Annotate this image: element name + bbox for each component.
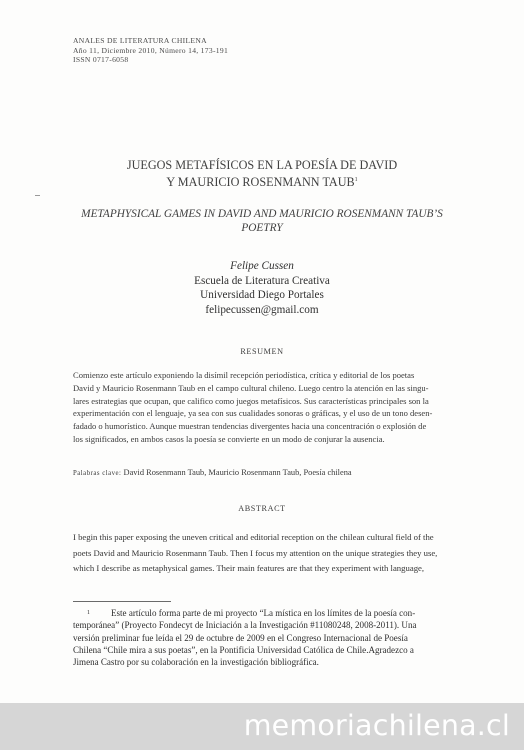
resumen-line: fadado o humorístico. Aunque muestran tendencias divergentes hacia una concentración o explosión de xyxy=(73,421,427,432)
journal-issn: ISSN 0717-6058 xyxy=(73,55,129,65)
abstract-body xyxy=(73,530,458,577)
author-affiliation-2: Universidad Diego Portales xyxy=(200,289,324,302)
abstract-line: I begin this paper exposing the uneven critical and editorial reception on the chilean cultural field of the xyxy=(73,532,434,542)
keywords xyxy=(73,468,352,477)
footnote-rule xyxy=(73,601,171,602)
title-footnote-mark: 1 xyxy=(354,176,358,183)
abstract-line: which I describe as metaphysical games. Their main features are that they experiment with language, xyxy=(73,563,425,573)
footnote-line: versión preliminar fue leída el 29 de octubre de 2009 en el Congreso Internacional de Poesía xyxy=(73,632,408,643)
footnote xyxy=(73,607,465,668)
abstract-heading: ABSTRACT xyxy=(238,504,286,513)
keywords-label: Palabras clave: xyxy=(73,470,122,477)
resumen-line: lares estrategias que ocupan, que califico como juegos metafísicos. Sus características principales son la xyxy=(73,395,429,406)
author-email: felipecussen@gmail.com xyxy=(205,303,319,316)
resumen-line: Comienzo este artículo exponiendo la disímil recepción periodística, crítica y editorial de los poetas xyxy=(73,370,415,380)
keywords-text: David Rosenmann Taub, Mauricio Rosenmann Taub, Poesía chilena xyxy=(123,468,352,477)
spanish-title xyxy=(0,158,524,189)
journal-header xyxy=(73,36,228,65)
english-title-line-2: POETRY xyxy=(241,221,283,234)
footnote-line: Jimena Castro por su colaboración en la investigación bibliográfica. xyxy=(73,657,319,668)
author-name: Felipe Cussen xyxy=(230,260,294,272)
footnote-number: 1 xyxy=(87,610,90,616)
resumen-body xyxy=(73,369,458,446)
abstract-line: poets David and Mauricio Rosenmann Taub. Then I focus my attention on the unique strategies they use, xyxy=(73,547,438,558)
footnote-line: temporánea” (Proyecto Fondecyt de Iniciación a la Investigación #11080248, 2008-2011). Una xyxy=(73,620,417,631)
english-title xyxy=(0,208,524,235)
watermark-bar xyxy=(0,703,524,750)
journal-issue: Año 11, Diciembre 2010, Número 14, 173-191 xyxy=(73,45,229,55)
resumen-line: los significados, en ambos casos la poesía se convierte en un modo de conjurar la ausencia. xyxy=(73,433,385,444)
english-title-line-1: METAPHYSICAL GAMES IN DAVID AND MAURICIO ROSENMANN TAUB’S xyxy=(81,208,443,220)
margin-mark xyxy=(35,195,40,196)
journal-name: ANALES DE LITERATURA CHILENA xyxy=(73,36,207,45)
resumen-heading: RESUMEN xyxy=(240,347,284,356)
site-watermark: memoriachilena.cl xyxy=(243,709,510,742)
spanish-title-line-2: Y MAURICIO ROSENMANN TAUB$^1$ xyxy=(166,174,358,189)
author-affiliation-1: Escuela de Literatura Creativa xyxy=(194,274,330,287)
resumen-line: experimentación con el lenguaje, ya sea con sus cualidades sonoras o gráficas, y el uso de un tono desen- xyxy=(73,408,433,419)
resumen-line: David y Mauricio Rosenmann Taub en el campo cultural chileno. Luego centro la atención en las singu- xyxy=(73,382,429,393)
author-block xyxy=(0,259,524,317)
footnote-line: 1 Este artículo forma parte de mi proyecto “La mística en los límites de la poesía con- xyxy=(73,607,465,619)
spanish-title-line-1: JUEGOS METAFÍSICOS EN LA POESÍA DE DAVID xyxy=(126,158,398,172)
footnote-line: Chilena “Chile mira a sus poetas”, en la Pontificia Universidad Católica de Chile.Agradezco a xyxy=(73,644,414,655)
